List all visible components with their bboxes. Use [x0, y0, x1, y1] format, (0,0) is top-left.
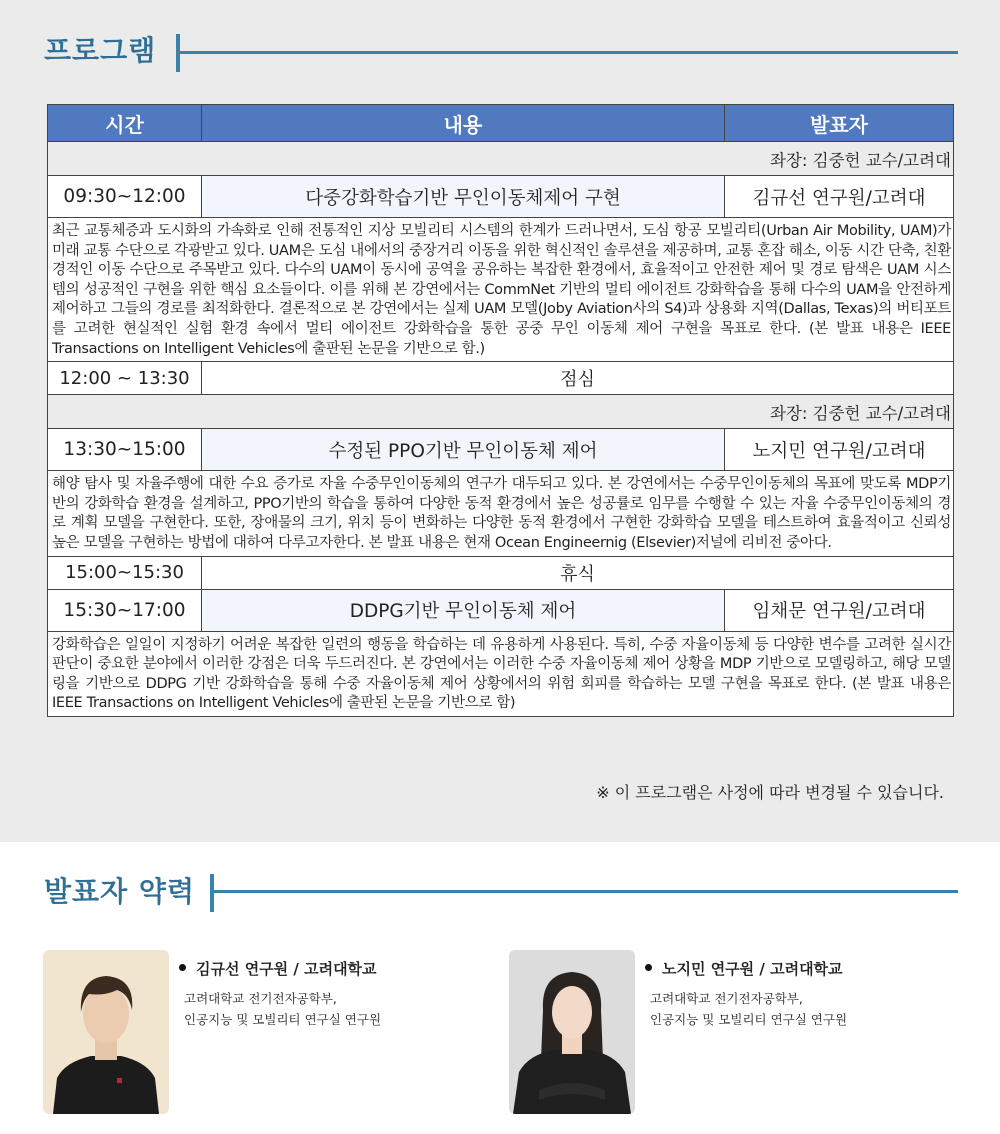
speaker-lab: 인공지능 및 모빌리티 연구실 연구원 — [184, 1012, 382, 1027]
talk-abstract: 강화학습은 일일이 지정하기 어려운 복잡한 일련의 행동을 학습하는 데 유용하게 사용된다. 특히, 수중 자율이동체 등 다양한 변수를 고려한 실시간 판단이 중요한 분야에서 이러한 강점은 더욱 두드러진다. 본 강연에서는 이러한 수중 자율이동체 제어 상황을 MDP 기반으로 모델링하고, 해당 모델링을 기반으로 DDPG 기반 강화학습을 통해 수중 자율이동체 제어 상황에서의 위험 회피를 학습하는 모델 구현을 목표로 한다. (본 발표 내용은 IEEE Transactions on Intelligent Vehicles에 출판된 논문을 기반으로 함) — [48, 631, 954, 716]
schedule-change-note: ※ 이 프로그램은 사정에 따라 변경될 수 있습니다. — [596, 783, 944, 802]
talk-row — [48, 589, 954, 631]
break-time: 15:00~15:30 — [48, 556, 202, 589]
speaker-name — [645, 958, 843, 979]
chair-row — [48, 142, 954, 176]
heading-rule — [176, 51, 958, 54]
abstract-row — [48, 471, 954, 556]
bullet-icon — [179, 964, 186, 971]
break-label: 휴식 — [202, 556, 954, 589]
column-header-content: 내용 — [202, 105, 725, 142]
speaker-affiliation: 고려대학교 전기전자공학부, — [184, 991, 337, 1006]
talk-speaker: 노지민 연구원/고려대 — [725, 429, 954, 471]
break-row — [48, 556, 954, 589]
program-title: 프로그램 — [44, 34, 157, 67]
talk-title: DDPG기반 무인이동체 제어 — [202, 589, 725, 631]
chair-text: 좌장: 김중헌 교수/고려대 — [48, 142, 954, 176]
talk-abstract: 최근 교통체증과 도시화의 가속화로 인해 전통적인 지상 모빌리티 시스템의 한계가 드러나면서, 도심 항공 모빌리티(Urban Air Mobility, UAM)가 미래 교통 수단으로 각광받고 있다. UAM은 도심 내에서의 중장거리 이동을 위한 혁신적인 솔루션을 제공하며, 교통 혼잡 해소, 이동 시간 단축, 친환경적인 이동 수단으로 주목받고 있다. 다수의 UAM이 동시에 공역을 공유하는 복잡한 환경에서, 효율적이고 안전한 제어 및 경로 탐색은 UAM 시스템의 성공적인 구현을 위한 핵심 요소들이다. 이를 위해 본 강연에서는 CommNet 기반의 멀티 에이전트 강화학습을 통해 다수의 UAM을 안전하게 제어하고 그들의 경로를 최적화한다. 결론적으로 본 강연에서는 실제 UAM 모델(Joby Aviation사의 S4)과 상용화 지역(Dallas, Texas)의 버티포트를 고려한 현실적인 실험 환경 속에서 멀티 에이전트 강화학습을 통한 공중 무인 이동체 제어 구현을 목표로 한다. (본 발표 내용은 IEEE Transactions on Intelligent Vehicles에 출판된 논문을 기반으로 함.) — [48, 218, 954, 362]
abstract-row — [48, 631, 954, 716]
bio-title: 발표자 약력 — [44, 875, 195, 908]
table-header-row — [48, 105, 954, 142]
talk-speaker: 임채문 연구원/고려대 — [725, 589, 954, 631]
talk-time: 15:30~17:00 — [48, 589, 202, 631]
talk-title: 수정된 PPO기반 무인이동체 제어 — [202, 429, 725, 471]
talk-row — [48, 429, 954, 471]
speaker-photo — [43, 950, 169, 1114]
talk-time: 13:30~15:00 — [48, 429, 202, 471]
abstract-row — [48, 218, 954, 362]
speaker-name — [179, 958, 377, 979]
bullet-icon — [645, 964, 652, 971]
speaker-lab: 인공지능 및 모빌리티 연구실 연구원 — [650, 1012, 848, 1027]
lunch-row — [48, 362, 954, 395]
chair-text: 좌장: 김중헌 교수/고려대 — [48, 395, 954, 429]
talk-row — [48, 176, 954, 218]
heading-rule — [210, 890, 958, 893]
talk-abstract: 해양 탐사 및 자율주행에 대한 수요 증가로 자율 수중무인이동체의 연구가 대두되고 있다. 본 강연에서는 수중무인이동체의 목표에 맞도록 MDP기반의 강화학습 환경을 설계하고, PPO기반의 학습을 통하여 다양한 동적 환경에서 높은 성공률로 임무를 수행할 수 있는 자율 수중무인이동체의 경로 계획 모델을 구현한다. 또한, 장애물의 크기, 위치 등이 변화하는 다양한 동적 환경에서 구현한 강화학습 모델을 테스트하여 효율적이고 신뢰성 높은 모델을 구현하는 방법에 대하여 다루고자한다. 본 발표 내용은 현재 Ocean Engineernig (Elsevier)저널에 리비전 중아다. — [48, 471, 954, 556]
speaker-photo — [509, 950, 635, 1114]
lunch-label: 점심 — [202, 362, 954, 395]
lunch-time: 12:00 ~ 13:30 — [48, 362, 202, 395]
talk-time: 09:30~12:00 — [48, 176, 202, 218]
talk-speaker: 김규선 연구원/고려대 — [725, 176, 954, 218]
column-header-speaker: 발표자 — [725, 105, 954, 142]
speaker-name-text: 김규선 연구원 / 고려대학교 — [196, 960, 377, 978]
talk-title: 다중강화학습기반 무인이동체제어 구현 — [202, 176, 725, 218]
heading-bar — [210, 874, 214, 912]
column-header-time: 시간 — [48, 105, 202, 142]
program-table — [47, 104, 954, 717]
chair-row — [48, 395, 954, 429]
speaker-affiliation: 고려대학교 전기전자공학부, — [650, 991, 803, 1006]
speaker-name-text: 노지민 연구원 / 고려대학교 — [662, 960, 843, 978]
